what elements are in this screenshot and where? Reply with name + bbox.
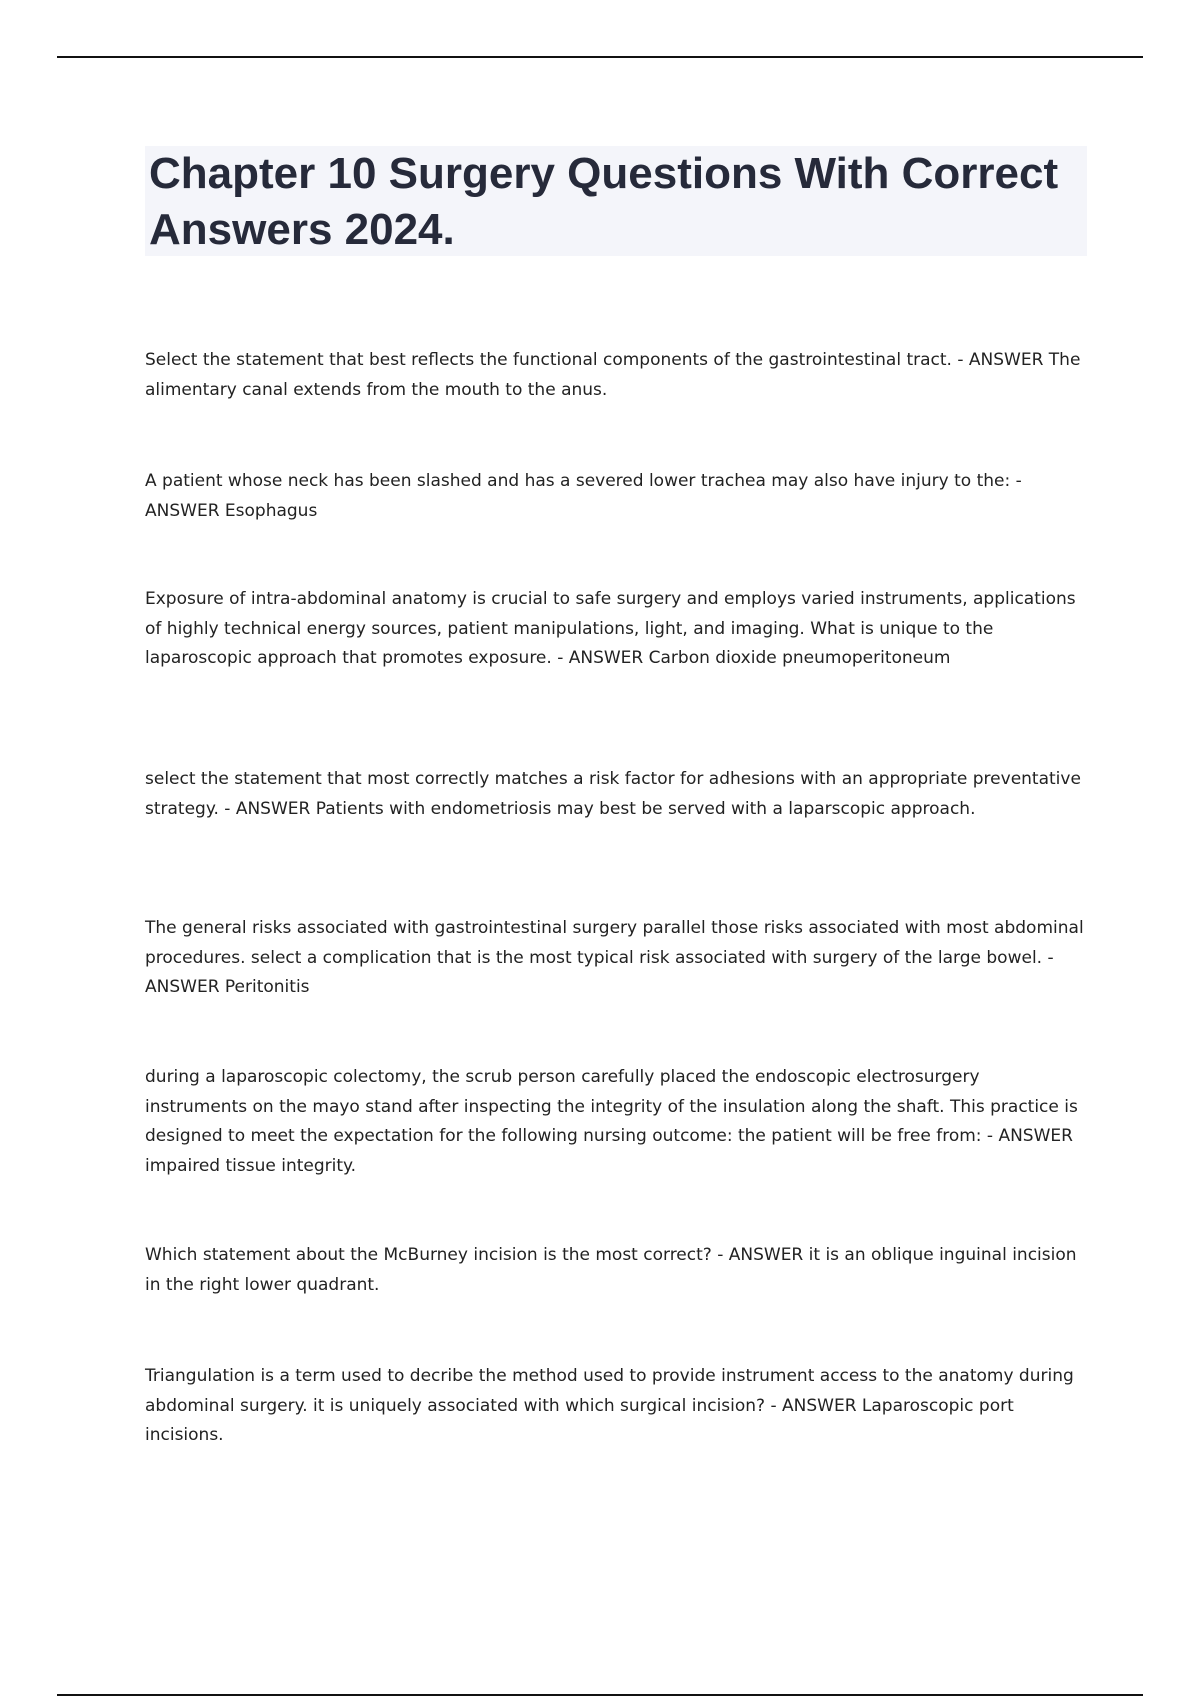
- qa-item: during a laparoscopic colectomy, the scrub person carefully placed the endoscopic electrosurgery instruments on the mayo stand after inspecting the integrity of the insulation along the shaft. This practice is designed to meet the expectation for the following nursing outcome: the patient will be free from: - ANSWER impaired tissue integrity.: [145, 1067, 1078, 1176]
- qa-item: A patient whose neck has been slashed and has a severed lower trachea may also have injury to the: - ANSWER Esophagus: [145, 471, 1022, 521]
- qa-item: Select the statement that best reflects the functional components of the gastrointestinal tract. - ANSWER The alimentary canal extends from the mouth to the anus.: [145, 350, 1081, 400]
- header-rule: [57, 56, 1143, 58]
- qa-item: Triangulation is a term used to decribe the method used to provide instrument access to the anatomy during abdominal surgery. it is uniquely associated with which surgical incision? - ANSWER Laparoscopic port incisions.: [145, 1366, 1074, 1445]
- qa-item: select the statement that most correctly matches a risk factor for adhesions with an appropriate preventative strategy. - ANSWER Patients with endometriosis may best be served with a laparscopic approach.: [145, 769, 1081, 819]
- footer-rule: [57, 1694, 1143, 1696]
- qa-item: Which statement about the McBurney incision is the most correct? - ANSWER it is an oblique inguinal incision in the right lower quadrant.: [145, 1245, 1077, 1295]
- document-title: Chapter 10 Surgery Questions With Correct Answers 2024.: [149, 149, 1059, 254]
- qa-item: Exposure of intra-abdominal anatomy is crucial to safe surgery and employs varied instruments, applications of highly technical energy sources, patient manipulations, light, and imaging. What is unique to the laparoscopic approach that promotes exposure. - ANSWER Carbon dioxide pneumoperitoneum: [145, 589, 1076, 668]
- title-block: [145, 146, 1087, 256]
- qa-item: The general risks associated with gastrointestinal surgery parallel those risks associated with most abdominal procedures. select a complication that is the most typical risk associated with surgery of the large bowel. - ANSWER Peritonitis: [145, 918, 1084, 997]
